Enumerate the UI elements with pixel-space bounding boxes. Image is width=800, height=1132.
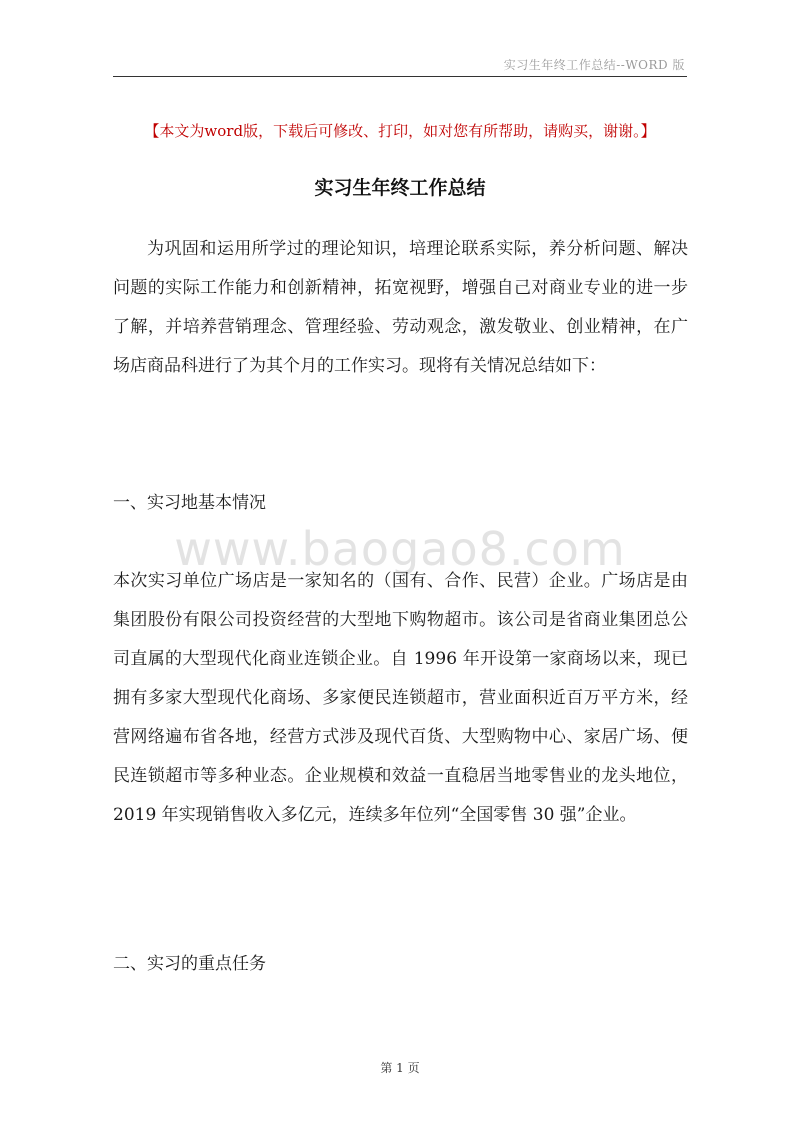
running-header: 实习生年终工作总结--WORD 版 [503,58,685,72]
header-divider [113,76,687,77]
document-title: 实习生年终工作总结 [314,177,486,199]
site-watermark: www.baogao8.com [174,522,626,576]
page-number: 第 1 页 [380,1061,420,1075]
section-1-paragraph: 本次实习单位广场店是一家知名的（国有、合作、民营）企业。广场店是由集团股份有限公司投资经营的大型地下购物超市。该公司是省商业集团总公司直属的大型现代化商业连锁企业。自 1996 年开设第一家商场以来，现已拥有多家大型现代化商场、多家便民连锁超市，营业面积近百万平方米，经营网络遍布省各地，经营方式涉及现代百货、大型购物中心、家居广场、便民连锁超市等多种业态。企业规模和效益一直稳居当地零售业的龙头地位，2019 年实现销售收入多亿元，连续多年位列“全国零售 30 强”企业。 [113,571,688,825]
section-heading-1: 一、实习地基本情况 [113,493,266,513]
section-heading-2: 二、实习的重点任务 [113,954,266,974]
purchase-notice: 【本文为word版，下载后可修改、打印，如对您有所帮助，请购买，谢谢。】 [144,122,656,140]
intro-paragraph: 为巩固和运用所学过的理论知识，培理论联系实际，养分析问题、解决问题的实际工作能力和创新精神，拓宽视野，增强自己对商业专业的进一步了解，并培养营销理念、管理经验、劳动观念，激发敬业、创业精神，在广场店商品科进行了为其个月的工作实习。现将有关情况总结如下： [113,239,688,376]
